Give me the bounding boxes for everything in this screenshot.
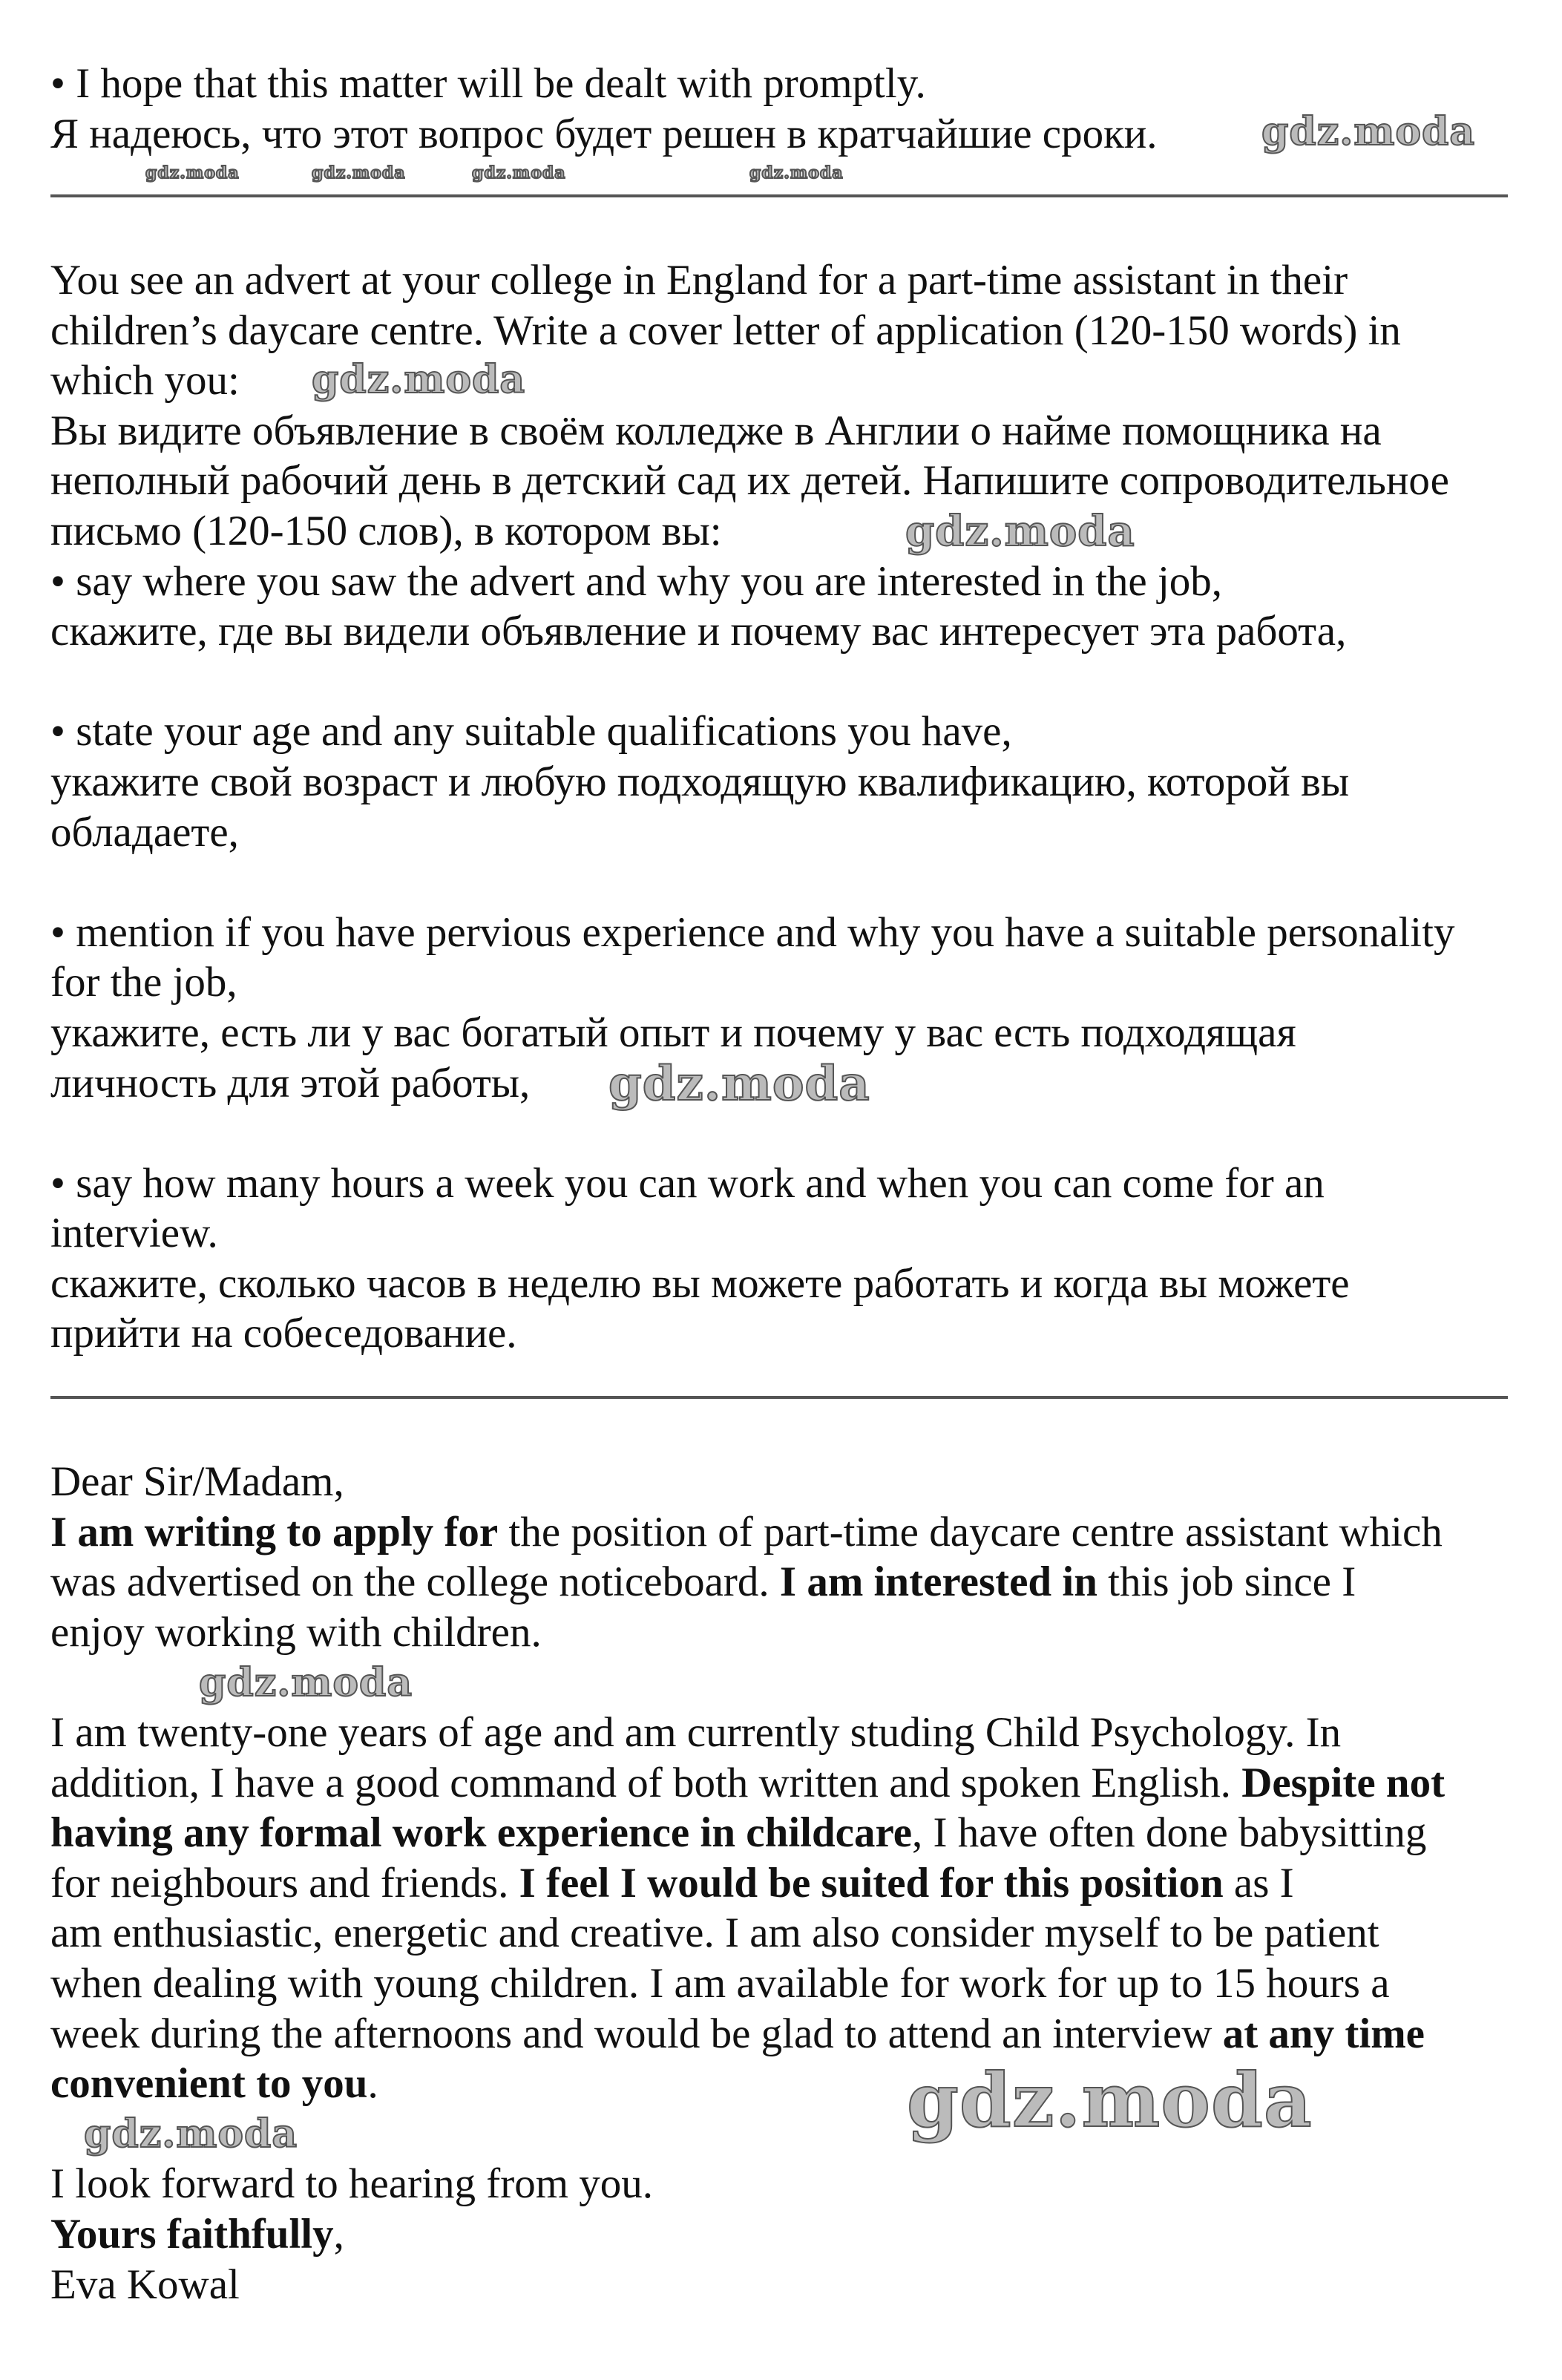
text-line (50, 1308, 517, 1359)
text: • I hope that this matter will be dealt with promptly. (50, 60, 926, 107)
watermark: gdz.moda (84, 2111, 298, 2157)
task-description (50, 255, 1454, 1359)
text-line (50, 506, 722, 557)
text-line (50, 355, 240, 406)
bold-text: I am writing to apply for (50, 1508, 499, 1555)
text: You see an advert at your college in England for a part-time assistant in their (50, 257, 1348, 304)
bold-text: having any formal work experience in childcare (50, 1809, 913, 1857)
text: , I have often done babysitting (912, 1809, 1427, 1857)
text: неполный рабочий день в детский сад их детей. Напишите сопроводительное (50, 457, 1449, 505)
text-line (50, 606, 1346, 657)
text: addition, I have a good command of both written and spoken English. (50, 1759, 1242, 1806)
text-line (50, 306, 1401, 356)
text-line (50, 2260, 240, 2310)
text: скажите, сколько часов в неделю вы можете работать и когда вы можете (50, 1259, 1350, 1307)
text: interview. (50, 1210, 218, 1257)
text: обладаете, (50, 808, 239, 856)
text-line (50, 59, 926, 109)
text: for the job, (50, 959, 237, 1006)
text: enjoy working with children. (50, 1608, 542, 1656)
watermark: gdz.moda (905, 507, 1135, 556)
text: children’s daycare centre. Write a cover letter of application (120-150 words) in (50, 306, 1401, 354)
text: скажите, где вы видели объявление и почему вас интересует эта работа, (50, 608, 1347, 655)
text: am enthusiastic, energetic and creative. I am also consider myself to be patient (50, 1909, 1379, 1957)
text-line (50, 1858, 1294, 1909)
text: письмо (120-150 слов), в котором вы: (50, 507, 722, 554)
watermark: gdz.moda (1261, 109, 1476, 154)
text-line (50, 1208, 218, 1259)
watermark: gdz.moda (749, 163, 844, 183)
text-line (50, 1908, 1379, 1958)
bold-text: I feel I would be suited for this position (519, 1859, 1224, 1907)
text-line (50, 1758, 1445, 1809)
text-line (50, 255, 1348, 306)
text-line (50, 557, 1222, 607)
watermark: gdz.moda (145, 163, 240, 183)
text-line (50, 1457, 344, 1507)
watermark: gdz.moda (312, 163, 406, 183)
text: for neighbours and friends. (50, 1859, 519, 1907)
text: укажите свой возраст и любую подходящую квалификацию, которой вы (50, 758, 1350, 805)
text-line (50, 406, 1382, 456)
text: was advertised on the college noticeboard. (50, 1558, 780, 1606)
closing-phrase (50, 59, 1158, 159)
text-line (50, 757, 1349, 807)
text: this job since I (1097, 1558, 1356, 1606)
text: • mention if you have pervious experience and why you have a suitable personality (50, 908, 1455, 956)
bold-text: I am interested in (779, 1558, 1097, 1606)
text-line (50, 807, 239, 858)
text: I am twenty-one years of age and am currently studing Child Psychology. In (50, 1708, 1342, 1756)
text-line (50, 1507, 1443, 1558)
divider (50, 194, 1508, 197)
text-line (50, 1259, 1350, 1309)
text: week during the afternoons and would be glad to attend an interview (50, 2010, 1223, 2057)
text-line (50, 2209, 344, 2260)
text-line (50, 957, 237, 1008)
text-line (50, 1708, 1341, 1758)
text: прийти на собеседование. (50, 1310, 517, 1357)
text: • say how many hours a week you can work and when you can come for an (50, 1159, 1325, 1207)
text-line (50, 2009, 1425, 2059)
text-line (50, 2159, 653, 2209)
text-line (50, 1058, 530, 1109)
text-line (50, 456, 1449, 506)
text-line (50, 1607, 542, 1658)
watermark: gdz.moda (907, 2056, 1313, 2144)
watermark: gdz.moda (608, 1056, 870, 1112)
text: , (333, 2210, 344, 2258)
watermark: gdz.moda (472, 163, 566, 183)
text-line (50, 2059, 378, 2109)
text-line (50, 1557, 1356, 1607)
text-line (50, 1158, 1325, 1209)
text-line (50, 707, 1012, 757)
text-line (50, 1808, 1426, 1858)
text: the position of part-time daycare centre assistant which (498, 1508, 1443, 1555)
divider (50, 1396, 1508, 1399)
watermark: gdz.moda (312, 357, 526, 402)
text-line (50, 1008, 1296, 1058)
text: Dear Sir/Madam, (50, 1458, 344, 1505)
text: Eva Kowal (50, 2261, 240, 2308)
bold-text: Despite not (1241, 1759, 1445, 1806)
text-line (50, 908, 1454, 958)
text: . (367, 2060, 378, 2108)
text: • say where you saw the advert and why you are interested in the job, (50, 557, 1223, 605)
bold-text: at any time (1222, 2010, 1425, 2057)
bold-text: Yours faithfully (50, 2210, 334, 2258)
text-line (50, 109, 1158, 160)
text: which you: (50, 357, 240, 404)
cover-letter (50, 1457, 1445, 2309)
text: • state your age and any suitable qualifications you have, (50, 708, 1012, 755)
text: личность для этой работы, (50, 1059, 531, 1107)
text: as I (1223, 1859, 1294, 1907)
text: Я надеюсь, что этот вопрос будет решен в кратчайшие сроки. (50, 110, 1158, 157)
text: when dealing with young children. I am available for work for up to 15 hours a (50, 1959, 1390, 2007)
text-line (50, 1958, 1390, 2009)
text: укажите, есть ли у вас богатый опыт и почему у вас есть подходящая (50, 1009, 1296, 1056)
watermark: gdz.moda (199, 1660, 413, 1705)
text: I look forward to hearing from you. (50, 2160, 654, 2208)
bold-text: convenient to you (50, 2060, 368, 2108)
text: Вы видите объявление в своём колледже в Англии о найме помощника на (50, 407, 1382, 454)
